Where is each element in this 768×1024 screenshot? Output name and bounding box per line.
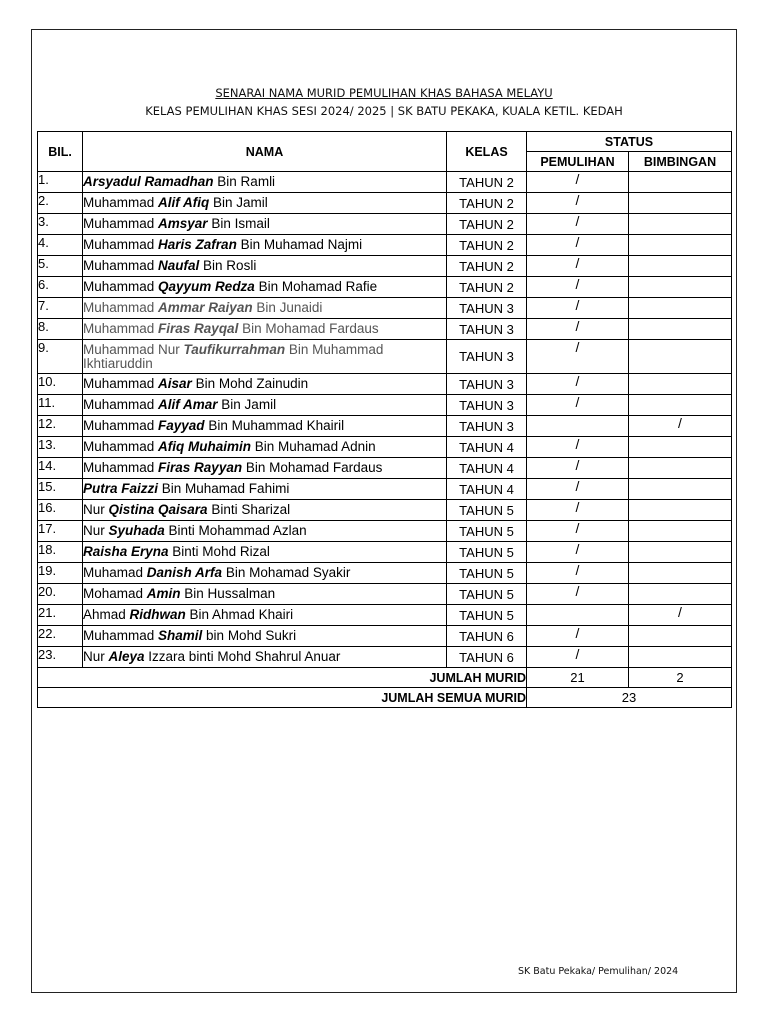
name-suffix: Bin Muhammad Khairil	[204, 418, 345, 433]
student-name	[83, 319, 447, 340]
bimbingan-mark	[629, 647, 732, 668]
bimbingan-mark	[629, 374, 732, 395]
pemulihan-mark: /	[527, 340, 629, 374]
student-name	[83, 584, 447, 605]
name-prefix: Muhammad Nur	[83, 341, 184, 357]
row-number: 1.	[38, 172, 83, 193]
bimbingan-mark	[629, 256, 732, 277]
name-emphasis: Alif Amar	[158, 397, 218, 412]
name-emphasis: Alif Afiq	[158, 195, 210, 210]
name-emphasis: Afiq Muhaimin	[158, 439, 252, 454]
pemulihan-mark: /	[527, 584, 629, 605]
row-number: 3.	[38, 214, 83, 235]
name-suffix: Bin Jamil	[217, 397, 277, 412]
name-emphasis: Arsyadul Ramadhan	[83, 174, 214, 189]
document-title: SENARAI NAMA MURID PEMULIHAN KHAS BAHASA MELAYU	[215, 86, 553, 100]
table-row	[38, 172, 732, 193]
table-row	[38, 584, 732, 605]
student-class: TAHUN 3	[447, 340, 527, 374]
student-class: TAHUN 2	[447, 235, 527, 256]
jumlah-pemulihan: 21	[527, 668, 629, 688]
student-class: TAHUN 2	[447, 277, 527, 298]
name-suffix: Bin Ahmad Khairi	[185, 607, 294, 622]
header-status: STATUS	[527, 132, 732, 152]
student-class: TAHUN 4	[447, 479, 527, 500]
student-name	[83, 395, 447, 416]
student-class: TAHUN 3	[447, 298, 527, 319]
bimbingan-mark: /	[629, 605, 732, 626]
student-class: TAHUN 5	[447, 563, 527, 584]
row-number: 16.	[38, 500, 83, 521]
student-name	[83, 479, 447, 500]
name-suffix: Bin Mohamad Rafie	[254, 279, 378, 294]
pemulihan-mark: /	[527, 500, 629, 521]
student-name	[83, 605, 447, 626]
student-class: TAHUN 2	[447, 214, 527, 235]
student-name	[83, 193, 447, 214]
pemulihan-mark: /	[527, 542, 629, 563]
document-subtitle: KELAS PEMULIHAN KHAS SESI 2024/ 2025 | SK BATU PEKAKA, KUALA KETIL. KEDAH	[145, 104, 623, 118]
row-number: 14.	[38, 458, 83, 479]
bimbingan-mark	[629, 214, 732, 235]
student-class: TAHUN 5	[447, 500, 527, 521]
table-row	[38, 542, 732, 563]
name-emphasis: Ammar Raiyan	[158, 300, 253, 315]
student-name	[83, 458, 447, 479]
bimbingan-mark	[629, 395, 732, 416]
name-prefix: Muhammad	[83, 300, 159, 315]
student-name	[83, 214, 447, 235]
name-prefix: Muhammad	[83, 258, 159, 273]
row-number: 20.	[38, 584, 83, 605]
name-emphasis: Raisha Eryna	[83, 544, 169, 559]
table-row	[38, 374, 732, 395]
row-number: 18.	[38, 542, 83, 563]
name-suffix: Izzara binti Mohd Shahrul Anuar	[144, 649, 341, 664]
name-suffix: Bin Muhamad Adnin	[251, 439, 376, 454]
student-name	[83, 340, 447, 374]
header-nama: NAMA	[83, 132, 447, 172]
name-prefix: Muhammad	[83, 397, 159, 412]
student-class: TAHUN 6	[447, 647, 527, 668]
pemulihan-mark: /	[527, 193, 629, 214]
row-number: 17.	[38, 521, 83, 542]
row-number: 10.	[38, 374, 83, 395]
pemulihan-mark: /	[527, 395, 629, 416]
name-suffix: Bin Jamil	[209, 195, 268, 210]
table-row	[38, 458, 732, 479]
bimbingan-mark	[629, 479, 732, 500]
bimbingan-mark	[629, 563, 732, 584]
row-number: 19.	[38, 563, 83, 584]
table-row	[38, 563, 732, 584]
name-prefix: Nur	[83, 649, 109, 664]
student-name	[83, 500, 447, 521]
name-emphasis: Amsyar	[158, 216, 208, 231]
student-class: TAHUN 5	[447, 584, 527, 605]
name-suffix: Binti Mohd Rizal	[168, 544, 270, 559]
name-suffix: Bin Ismail	[207, 216, 270, 231]
bimbingan-mark	[629, 521, 732, 542]
header-bil: BIL.	[38, 132, 83, 172]
name-emphasis: Firas Rayyan	[158, 460, 243, 475]
name-suffix: Bin Mohamad Syakir	[222, 565, 351, 580]
student-name	[83, 647, 447, 668]
bimbingan-mark	[629, 319, 732, 340]
name-suffix: Binti Mohammad Azlan	[164, 523, 307, 538]
name-suffix: Bin Muhammad Ikhtiaruddin	[83, 341, 384, 371]
name-prefix: Ahmad	[83, 607, 130, 622]
bimbingan-mark	[629, 437, 732, 458]
student-name	[83, 256, 447, 277]
pemulihan-mark: /	[527, 458, 629, 479]
table-row	[38, 521, 732, 542]
name-suffix: Bin Mohd Zainudin	[191, 376, 309, 391]
table-row	[38, 500, 732, 521]
row-number: 8.	[38, 319, 83, 340]
header-pemulihan: PEMULIHAN	[527, 152, 629, 172]
jumlah-semua-label: JUMLAH SEMUA MURID	[38, 688, 527, 708]
bimbingan-mark: /	[629, 416, 732, 437]
pemulihan-mark: /	[527, 374, 629, 395]
pemulihan-mark: /	[527, 235, 629, 256]
pemulihan-mark: /	[527, 214, 629, 235]
table-row	[38, 416, 732, 437]
student-name	[83, 277, 447, 298]
header-bimbingan: BIMBINGAN	[629, 152, 732, 172]
student-name	[83, 374, 447, 395]
table-row	[38, 277, 732, 298]
row-number: 6.	[38, 277, 83, 298]
row-number: 7.	[38, 298, 83, 319]
student-class: TAHUN 4	[447, 458, 527, 479]
pemulihan-mark	[527, 605, 629, 626]
student-name	[83, 563, 447, 584]
name-suffix: Bin Muhamad Najmi	[236, 237, 363, 252]
student-class: TAHUN 2	[447, 172, 527, 193]
student-name	[83, 172, 447, 193]
bimbingan-mark	[629, 172, 732, 193]
table-row	[38, 214, 732, 235]
pemulihan-mark: /	[527, 256, 629, 277]
name-emphasis: Firas Rayqal	[158, 321, 239, 336]
name-emphasis: Qistina Qaisara	[108, 502, 208, 517]
pemulihan-mark: /	[527, 298, 629, 319]
student-class: TAHUN 3	[447, 319, 527, 340]
name-emphasis: Danish Arfa	[146, 565, 223, 580]
name-emphasis: Aisar	[158, 376, 192, 391]
name-suffix: bin Mohd Sukri	[202, 628, 297, 643]
bimbingan-mark	[629, 193, 732, 214]
name-emphasis: Naufal	[158, 258, 200, 273]
name-suffix: Binti Sharizal	[207, 502, 291, 517]
table-row	[38, 479, 732, 500]
name-emphasis: Qayyum Redza	[158, 279, 255, 294]
name-suffix: Bin Rosli	[199, 258, 257, 273]
student-class: TAHUN 6	[447, 626, 527, 647]
row-number: 9.	[38, 340, 83, 374]
name-prefix: Muhammad	[83, 279, 159, 294]
row-number: 22.	[38, 626, 83, 647]
jumlah-semua: 23	[527, 688, 732, 708]
student-class: TAHUN 3	[447, 395, 527, 416]
table-row	[38, 605, 732, 626]
bimbingan-mark	[629, 584, 732, 605]
bimbingan-mark	[629, 340, 732, 374]
pemulihan-mark: /	[527, 647, 629, 668]
table-row	[38, 193, 732, 214]
name-prefix: Nur	[83, 502, 109, 517]
student-class: TAHUN 2	[447, 256, 527, 277]
bimbingan-mark	[629, 458, 732, 479]
row-number: 12.	[38, 416, 83, 437]
bimbingan-mark	[629, 626, 732, 647]
name-emphasis: Syuhada	[108, 523, 165, 538]
name-prefix: Muhammad	[83, 216, 159, 231]
pemulihan-mark	[527, 416, 629, 437]
student-name	[83, 416, 447, 437]
table-row	[38, 256, 732, 277]
bimbingan-mark	[629, 542, 732, 563]
name-prefix: Muhammad	[83, 439, 159, 454]
name-emphasis: Ridhwan	[129, 607, 186, 622]
pemulihan-mark: /	[527, 437, 629, 458]
name-prefix: Muhammad	[83, 237, 159, 252]
table-row	[38, 395, 732, 416]
pemulihan-mark: /	[527, 626, 629, 647]
name-emphasis: Aleya	[108, 649, 145, 664]
student-class: TAHUN 3	[447, 374, 527, 395]
student-class: TAHUN 5	[447, 521, 527, 542]
row-number: 23.	[38, 647, 83, 668]
student-name	[83, 521, 447, 542]
bimbingan-mark	[629, 298, 732, 319]
row-number: 15.	[38, 479, 83, 500]
table-row	[38, 437, 732, 458]
pemulihan-mark: /	[527, 277, 629, 298]
bimbingan-mark	[629, 277, 732, 298]
name-suffix: Bin Muhamad Fahimi	[158, 481, 290, 496]
student-name	[83, 235, 447, 256]
name-emphasis: Haris Zafran	[158, 237, 237, 252]
pemulihan-mark: /	[527, 172, 629, 193]
student-name	[83, 298, 447, 319]
name-prefix: Muhammad	[83, 418, 159, 433]
name-suffix: Bin Ramli	[213, 174, 276, 189]
name-emphasis: Fayyad	[158, 418, 205, 433]
bimbingan-mark	[629, 500, 732, 521]
row-number: 21.	[38, 605, 83, 626]
page-footer: SK Batu Pekaka/ Pemulihan/ 2024	[518, 966, 679, 977]
name-emphasis: Amin	[146, 586, 181, 601]
jumlah-murid-label: JUMLAH MURID	[38, 668, 527, 688]
pemulihan-mark: /	[527, 563, 629, 584]
name-prefix: Muhammad	[83, 195, 159, 210]
table-row	[38, 235, 732, 256]
name-suffix: Bin Mohamad Fardaus	[242, 460, 383, 475]
name-prefix: Muhammad	[83, 376, 159, 391]
table-row	[38, 319, 732, 340]
name-prefix: Muhammad	[83, 321, 159, 336]
jumlah-bimbingan: 2	[629, 668, 732, 688]
row-number: 2.	[38, 193, 83, 214]
name-prefix: Muhamad	[83, 565, 147, 580]
student-name	[83, 437, 447, 458]
student-class: TAHUN 5	[447, 542, 527, 563]
name-emphasis: Putra Faizzi	[83, 481, 159, 496]
pemulihan-mark: /	[527, 521, 629, 542]
row-number: 4.	[38, 235, 83, 256]
name-suffix: Bin Hussalman	[180, 586, 276, 601]
student-class: TAHUN 2	[447, 193, 527, 214]
name-emphasis: Shamil	[158, 628, 203, 643]
pemulihan-mark: /	[527, 319, 629, 340]
student-class: TAHUN 4	[447, 437, 527, 458]
student-name	[83, 626, 447, 647]
table-row	[38, 626, 732, 647]
name-suffix: Bin Mohamad Fardaus	[238, 321, 379, 336]
name-emphasis: Taufikurrahman	[183, 341, 286, 357]
row-number: 13.	[38, 437, 83, 458]
student-name	[83, 542, 447, 563]
student-class: TAHUN 3	[447, 416, 527, 437]
pemulihan-mark: /	[527, 479, 629, 500]
table-row	[38, 340, 732, 374]
student-table	[37, 131, 732, 708]
student-class: TAHUN 5	[447, 605, 527, 626]
name-prefix: Muhammad	[83, 460, 159, 475]
name-suffix: Bin Junaidi	[252, 300, 323, 315]
bimbingan-mark	[629, 235, 732, 256]
name-prefix: Nur	[83, 523, 109, 538]
student-rows	[38, 172, 732, 668]
name-prefix: Mohamad	[83, 586, 147, 601]
table-row	[38, 298, 732, 319]
row-number: 5.	[38, 256, 83, 277]
table-row	[38, 647, 732, 668]
name-prefix: Muhammad	[83, 628, 159, 643]
row-number: 11.	[38, 395, 83, 416]
header-kelas: KELAS	[447, 132, 527, 172]
